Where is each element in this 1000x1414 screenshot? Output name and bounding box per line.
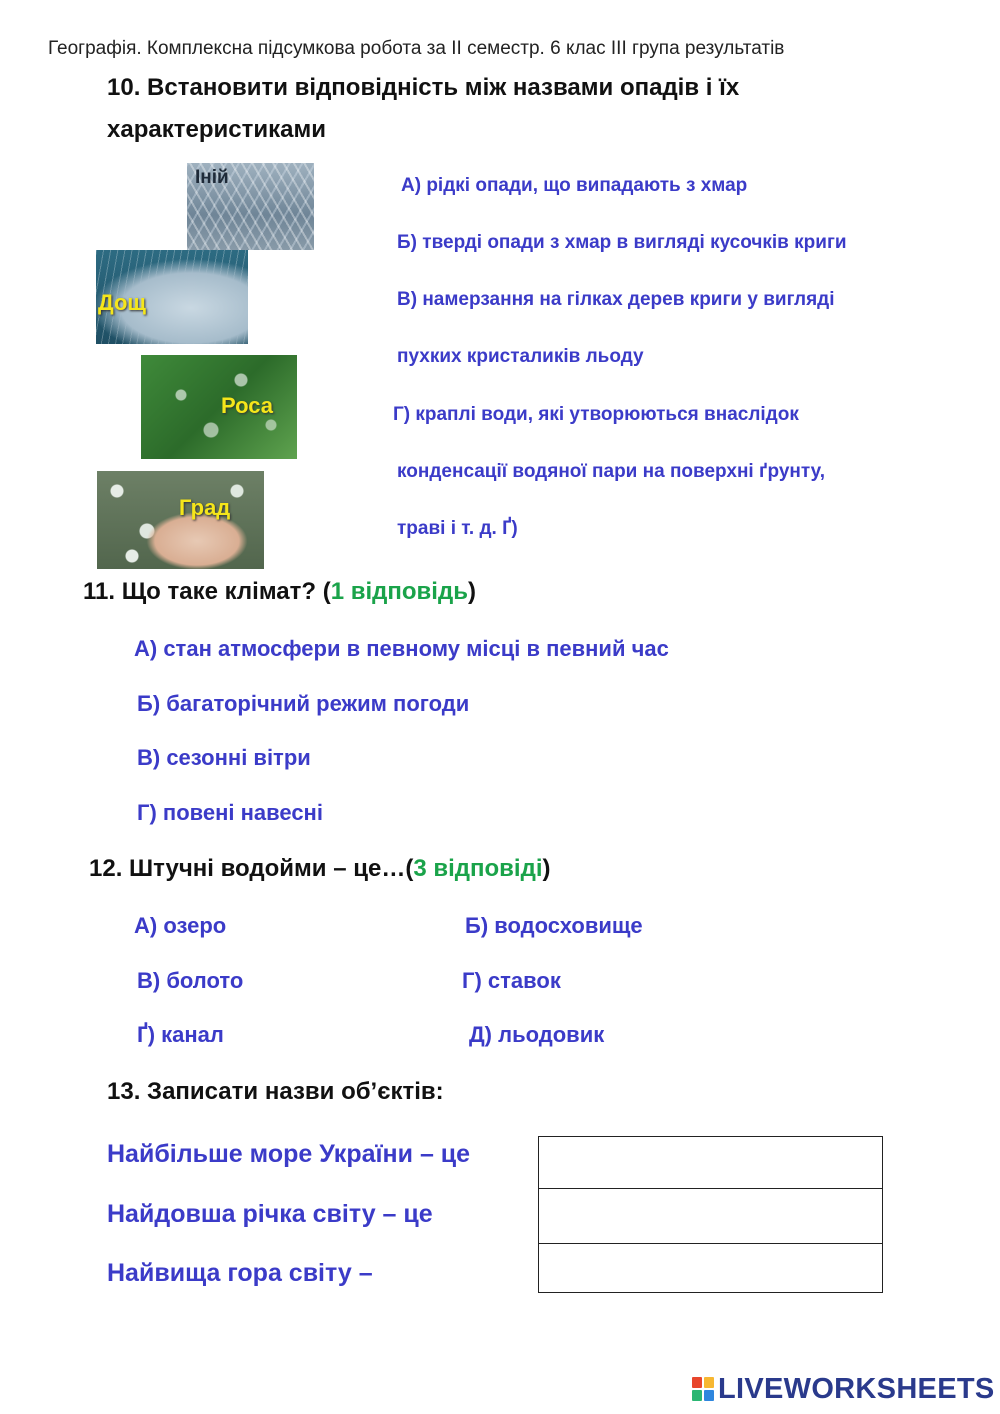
- logo-square-4: [704, 1390, 714, 1401]
- q11-option-v[interactable]: В) сезонні вітри: [137, 745, 311, 770]
- frost-label: Іній: [195, 167, 229, 188]
- q10-option-g[interactable]: Г) краплі води, які утворюються внаслідок: [393, 404, 799, 425]
- q11-title-prefix: 11. Що таке клімат? (: [83, 578, 331, 605]
- q10-option-a[interactable]: А) рідкі опади, що випадають з хмар: [401, 175, 748, 196]
- liveworksheets-logo-text: LIVEWORKSHEETS: [718, 1372, 995, 1405]
- rain-label: Дощ: [98, 290, 146, 315]
- logo-square-3: [692, 1390, 702, 1401]
- q10-option-g-cont1: конденсації водяної пари на поверхні ґрунту,: [397, 461, 826, 482]
- q12-title: [89, 855, 550, 883]
- rain-umbrella-photo[interactable]: [96, 250, 248, 344]
- frost-photo[interactable]: [187, 163, 314, 250]
- logo-square-2: [704, 1377, 714, 1388]
- q10-title-line2: характеристиками: [107, 116, 326, 143]
- q13-answer-river-input[interactable]: [538, 1188, 883, 1244]
- q12-answer-count-hint: 3 відповіді: [413, 855, 543, 882]
- q13-answer-sea-input[interactable]: [538, 1136, 883, 1189]
- q10-option-v[interactable]: В) намерзання на гілках дерев криги у вигляді: [397, 289, 835, 310]
- q11-title: [83, 578, 476, 606]
- hail-hand-photo[interactable]: [97, 471, 264, 569]
- q12-title-prefix: 12. Штучні водойми – це…(: [89, 855, 414, 882]
- q13-label-river: Найдовша річка світу – це: [107, 1200, 433, 1228]
- hail-label: Град: [179, 495, 231, 520]
- q13-label-sea: Найбільше море України – це: [107, 1140, 471, 1168]
- q12-option-b[interactable]: Б) водосховище: [465, 913, 643, 938]
- q12-option-gh[interactable]: Ґ) канал: [137, 1022, 224, 1047]
- dew-label: Роса: [221, 393, 274, 418]
- q12-option-g[interactable]: Г) ставок: [462, 968, 561, 993]
- q11-answer-count-hint: 1 відповідь: [330, 578, 468, 605]
- q10-option-b[interactable]: Б) тверді опади з хмар в вигляді кусочків криги: [397, 232, 847, 253]
- logo-square-1: [692, 1377, 702, 1388]
- q13-label-mountain: Найвища гора світу –: [107, 1259, 373, 1287]
- q11-option-b[interactable]: Б) багаторічний режим погоди: [137, 691, 470, 716]
- q11-option-g[interactable]: Г) повені навесні: [137, 800, 323, 825]
- dew-leaf-photo[interactable]: [141, 355, 297, 459]
- q13-title: 13. Записати назви об’єктів:: [107, 1078, 444, 1105]
- q12-option-d[interactable]: Д) льодовик: [469, 1022, 605, 1047]
- q11-option-a[interactable]: А) стан атмосфери в певному місці в певний час: [134, 636, 669, 661]
- q10-option-g-cont2: траві і т. д. Ґ): [397, 518, 518, 539]
- liveworksheets-logo[interactable]: [692, 1374, 995, 1404]
- q10-option-v-cont: пухких кристаликів льоду: [397, 346, 644, 367]
- q12-option-a[interactable]: А) озеро: [134, 913, 227, 938]
- q12-title-suffix: ): [542, 855, 551, 882]
- q11-title-suffix: ): [467, 578, 476, 605]
- q13-answer-mountain-input[interactable]: [538, 1243, 883, 1293]
- worksheet-header: Географія. Комплексна підсумкова робота за ІІ семестр. 6 клас ІІІ група результатів: [48, 38, 785, 59]
- liveworksheets-logo-icon: [692, 1377, 714, 1401]
- q10-title-line1: 10. Встановити відповідність між назвами опадів і їх: [107, 74, 740, 101]
- q12-option-v[interactable]: В) болото: [137, 968, 244, 993]
